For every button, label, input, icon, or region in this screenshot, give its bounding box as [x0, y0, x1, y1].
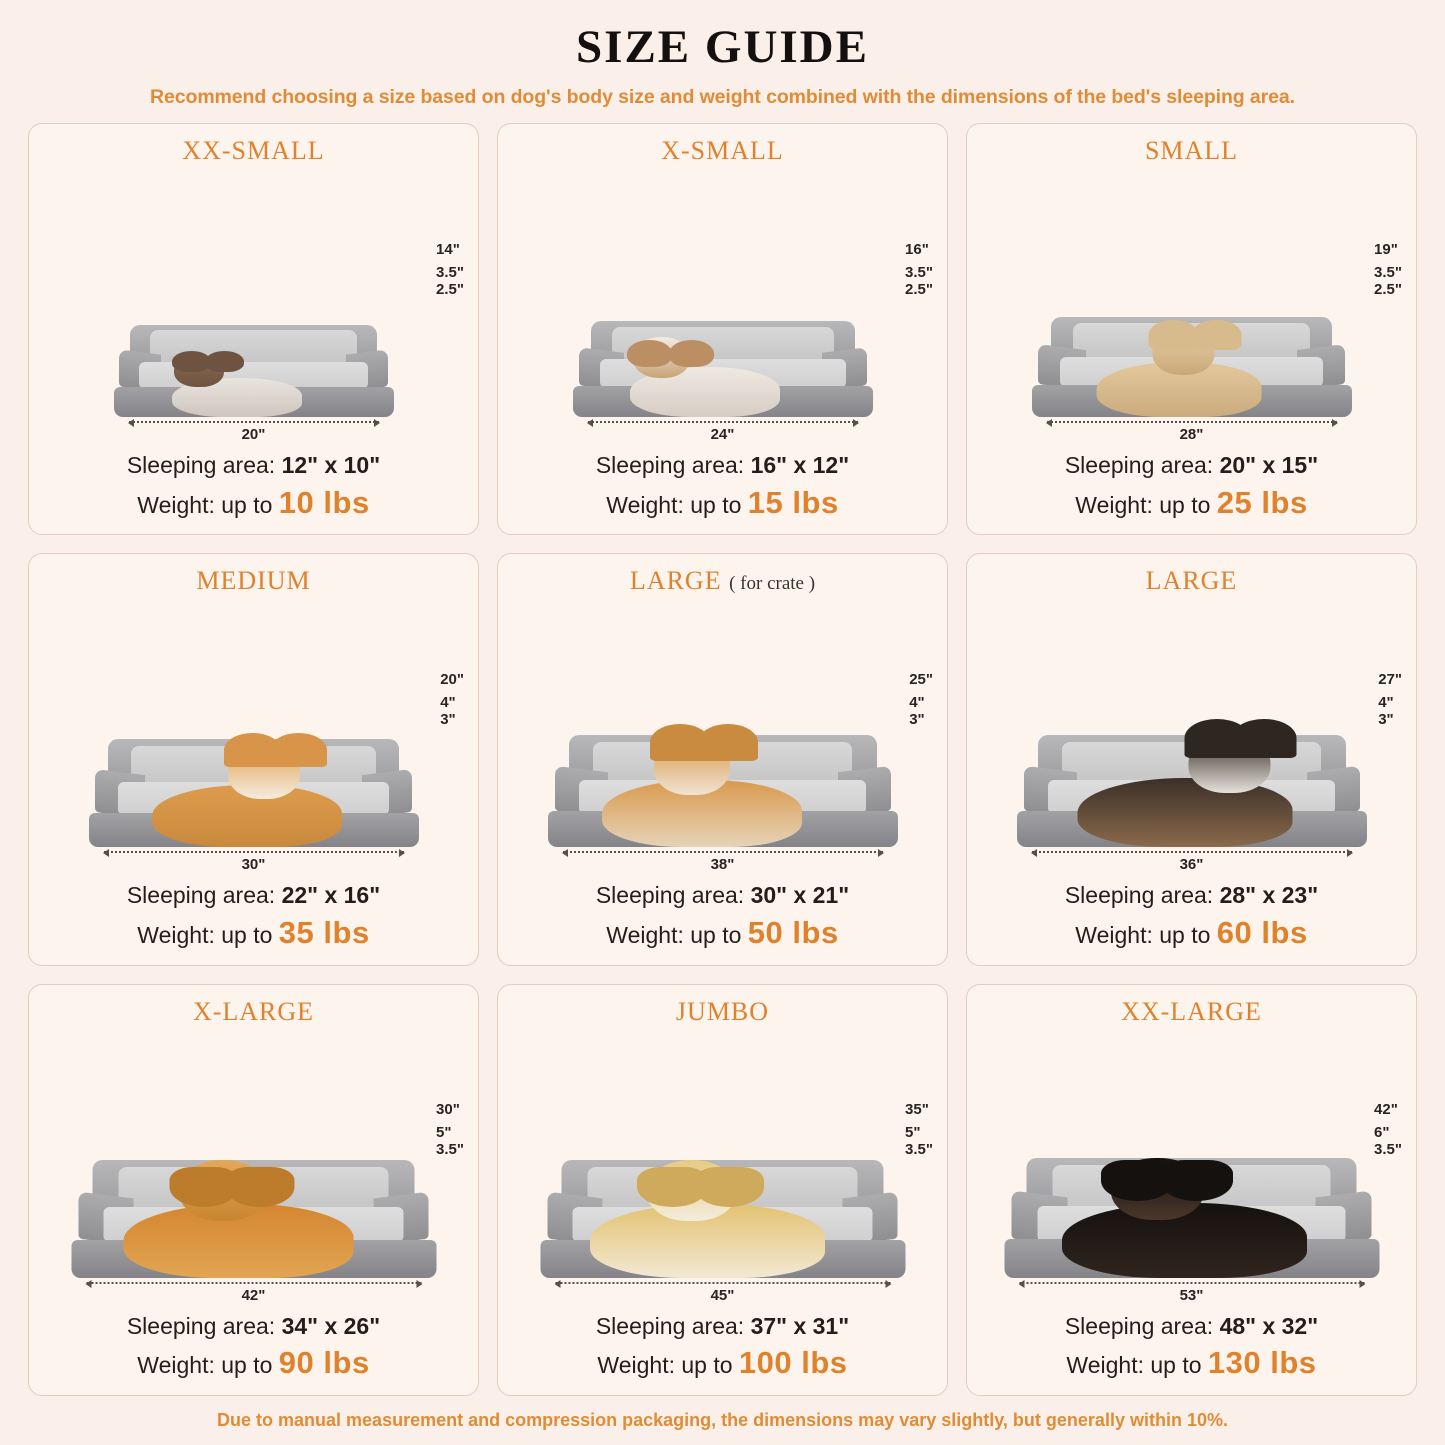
- weight-value: 60 lbs: [1216, 914, 1308, 950]
- height-dimensions: [436, 242, 464, 305]
- sleeping-area-value: 12" x 10": [281, 451, 381, 478]
- dim-thickness: 2.5": [905, 280, 933, 298]
- dim-thickness: 3": [440, 710, 456, 728]
- weight-upto: up to: [1150, 1352, 1202, 1379]
- dim-width: 45": [710, 1286, 735, 1304]
- sleeping-area-label: Sleeping area:: [1064, 451, 1214, 478]
- dim-depth: 35": [905, 1101, 929, 1119]
- sleeping-area-label: Sleeping area:: [126, 882, 276, 909]
- bed-illustration: [975, 1029, 1408, 1312]
- weight-label: Weight:: [137, 1352, 215, 1379]
- footer-note: Due to manual measurement and compression packaging, the dimensions may vary slightly, but generally within 10%.: [217, 1410, 1228, 1430]
- dog-bed-graphic: [548, 735, 898, 847]
- card-size-name: XX-SMALL: [182, 136, 325, 165]
- dim-thickness: 3.5": [905, 1141, 933, 1159]
- dim-depth: 30": [436, 1101, 460, 1119]
- card-specs: [127, 1312, 380, 1384]
- dim-width: 53": [1179, 1286, 1204, 1304]
- dim-width: 30": [241, 856, 266, 874]
- card-specs: [127, 881, 380, 953]
- page-title: SIZE GUIDE: [576, 21, 869, 73]
- width-arrow-line: [1047, 421, 1337, 424]
- weight-row: [1065, 484, 1318, 523]
- weight-upto: up to: [690, 491, 742, 518]
- size-card: [497, 123, 948, 535]
- width-arrow-line: [563, 851, 883, 854]
- sleeping-area-value: 48" x 32": [1219, 1312, 1319, 1339]
- size-card: [966, 123, 1417, 535]
- sleeping-area-row: [596, 451, 849, 480]
- dim-width: 38": [710, 856, 735, 874]
- weight-row: [596, 484, 849, 523]
- card-specs: [1065, 1312, 1318, 1384]
- pet-ear-right: [669, 340, 714, 367]
- pet-ear-left: [627, 340, 672, 367]
- sleeping-area-value: 34" x 26": [281, 1312, 381, 1339]
- dim-depth: 19": [1374, 240, 1398, 258]
- dim-bolster: 4": [440, 693, 456, 711]
- weight-value: 130 lbs: [1207, 1345, 1317, 1381]
- sleeping-area-row: [1065, 1312, 1318, 1341]
- pet-ear-right: [1160, 1160, 1234, 1201]
- weight-label: Weight:: [137, 921, 215, 948]
- dim-depth: 16": [905, 240, 929, 258]
- weight-row: [1065, 914, 1318, 953]
- pet-graphic: [172, 355, 302, 417]
- dog-bed-graphic: [89, 739, 419, 847]
- sleeping-area-label: Sleeping area:: [126, 451, 276, 478]
- card-title: [193, 997, 314, 1027]
- card-specs: [127, 451, 380, 523]
- height-dimensions: [1374, 1102, 1402, 1165]
- card-title: [661, 136, 784, 166]
- dim-width: 28": [1179, 425, 1204, 443]
- height-dimensions: [440, 672, 464, 735]
- pet-graphic: [1077, 735, 1292, 847]
- pet-ear-right: [694, 1167, 765, 1207]
- sleeping-area-value: 28" x 23": [1219, 882, 1319, 909]
- width-dimension: [1032, 851, 1352, 873]
- dim-width: 42": [241, 1286, 266, 1304]
- width-arrow-line: [129, 421, 379, 424]
- sleeping-area-value: 20" x 15": [1219, 451, 1319, 478]
- dim-thickness: 3": [909, 710, 925, 728]
- dim-width: 36": [1179, 856, 1204, 874]
- bed-illustration: [975, 598, 1408, 881]
- card-size-name: X-LARGE: [192, 996, 315, 1026]
- width-dimension: [86, 1282, 421, 1304]
- card-title: [1146, 566, 1238, 596]
- dim-thickness: 3": [1378, 710, 1394, 728]
- page-subtitle: Recommend choosing a size based on dog's body size and weight combined with the dimensions of the bed's sleeping area.: [150, 86, 1295, 108]
- card-title: [630, 566, 815, 596]
- pet-ear-right: [1232, 719, 1297, 757]
- dim-bolster: 3.5": [1374, 263, 1402, 281]
- width-dimension: [563, 851, 883, 873]
- width-dimension: [1019, 1282, 1364, 1304]
- sleeping-area-label: Sleeping area:: [595, 1312, 745, 1339]
- bed-illustration: [506, 168, 939, 451]
- width-dimension: [1047, 421, 1337, 443]
- card-size-name: MEDIUM: [196, 566, 311, 596]
- sleeping-area-value: 16" x 12": [750, 451, 850, 478]
- card-title: [1145, 136, 1238, 166]
- pet-ear-right: [1192, 320, 1242, 350]
- weight-row: [1065, 1344, 1318, 1383]
- bed-illustration: [37, 598, 470, 881]
- size-card-grid: [28, 123, 1417, 1396]
- sleeping-area-value: 22" x 16": [281, 882, 381, 909]
- card-size-name: LARGE: [629, 566, 722, 596]
- sleeping-area-label: Sleeping area:: [595, 882, 745, 909]
- dim-depth: 42": [1374, 1101, 1398, 1119]
- height-dimensions: [1374, 242, 1402, 305]
- weight-label: Weight:: [1075, 491, 1153, 518]
- height-dimensions: [905, 1102, 933, 1165]
- dim-bolster: 5": [436, 1124, 452, 1142]
- height-dimensions: [1378, 672, 1402, 735]
- width-dimension: [588, 421, 858, 443]
- sleeping-area-label: Sleeping area:: [1064, 882, 1214, 909]
- bed-illustration: [506, 1029, 939, 1312]
- sleeping-area-row: [127, 1312, 380, 1341]
- dim-bolster: 4": [1378, 693, 1394, 711]
- size-card: [28, 123, 479, 535]
- pet-ear-right: [270, 733, 327, 767]
- weight-row: [127, 484, 380, 523]
- dim-depth: 27": [1378, 670, 1402, 688]
- card-title: [676, 997, 769, 1027]
- weight-upto: up to: [1159, 921, 1211, 948]
- weight-value: 50 lbs: [747, 914, 839, 950]
- weight-value: 35 lbs: [278, 914, 370, 950]
- dim-bolster: 6": [1374, 1124, 1390, 1142]
- sleeping-area-label: Sleeping area:: [126, 1312, 276, 1339]
- bed-illustration: [37, 168, 470, 451]
- pet-graphic: [152, 747, 342, 847]
- sleeping-area-value: 30" x 21": [750, 882, 850, 909]
- pet-graphic: [590, 1160, 825, 1278]
- pet-graphic: [1096, 329, 1261, 417]
- width-dimension: [104, 851, 404, 873]
- dog-bed-graphic: [1017, 735, 1367, 847]
- dim-width: 24": [710, 425, 735, 443]
- pet-ear-right: [225, 1167, 294, 1207]
- dim-thickness: 2.5": [436, 280, 464, 298]
- weight-upto: up to: [221, 921, 273, 948]
- card-title: [1121, 997, 1262, 1027]
- sleeping-area-row: [596, 881, 849, 910]
- weight-label: Weight:: [597, 1352, 675, 1379]
- weight-upto: up to: [221, 491, 273, 518]
- card-specs: [1065, 881, 1318, 953]
- dim-bolster: 5": [905, 1124, 921, 1142]
- card-size-name: XX-LARGE: [1121, 996, 1262, 1026]
- sleeping-area-row: [1065, 881, 1318, 910]
- pet-ear-right: [698, 724, 758, 761]
- weight-value: 100 lbs: [738, 1345, 848, 1381]
- dim-bolster: 4": [909, 693, 925, 711]
- sleeping-area-row: [596, 1312, 849, 1341]
- width-arrow-line: [1032, 851, 1352, 854]
- dim-thickness: 3.5": [436, 1141, 464, 1159]
- weight-row: [127, 1344, 380, 1383]
- card-size-name: LARGE: [1145, 566, 1238, 596]
- dog-bed-graphic: [1032, 317, 1352, 417]
- size-card: [966, 553, 1417, 965]
- pet-body: [1077, 778, 1292, 847]
- sleeping-area-label: Sleeping area:: [1064, 1312, 1214, 1339]
- size-card: [497, 553, 948, 965]
- weight-row: [596, 914, 849, 953]
- card-title: [196, 566, 310, 596]
- dog-bed-graphic: [71, 1160, 436, 1278]
- sleeping-area-row: [127, 451, 380, 480]
- weight-upto: up to: [681, 1352, 733, 1379]
- width-arrow-line: [588, 421, 858, 424]
- pet-graphic: [602, 739, 802, 847]
- weight-value: 25 lbs: [1216, 484, 1308, 520]
- width-arrow-line: [86, 1282, 421, 1285]
- dim-depth: 14": [436, 240, 460, 258]
- pet-ear-left: [1149, 320, 1199, 350]
- card-title: [182, 136, 324, 166]
- width-dimension: [555, 1282, 890, 1304]
- height-dimensions: [905, 242, 933, 305]
- weight-label: Weight:: [606, 491, 684, 518]
- dim-bolster: 3.5": [436, 263, 464, 281]
- dog-bed-graphic: [114, 325, 394, 417]
- sleeping-area-value: 37" x 31": [750, 1312, 850, 1339]
- dim-depth: 25": [909, 670, 933, 688]
- size-card: [497, 984, 948, 1396]
- card-size-name: X-SMALL: [661, 136, 784, 165]
- width-arrow-line: [104, 851, 404, 854]
- dim-depth: 20": [440, 670, 464, 688]
- weight-value: 90 lbs: [278, 1345, 370, 1381]
- size-card: [28, 984, 479, 1396]
- dim-thickness: 3.5": [1374, 1141, 1402, 1159]
- pet-ear-right: [205, 351, 244, 372]
- pet-graphic: [630, 337, 780, 417]
- weight-upto: up to: [221, 1352, 273, 1379]
- weight-label: Weight:: [1075, 921, 1153, 948]
- sleeping-area-row: [127, 881, 380, 910]
- card-specs: [1065, 451, 1318, 523]
- card-size-name: SMALL: [1144, 136, 1239, 165]
- card-specs: [596, 881, 849, 953]
- height-dimensions: [909, 672, 933, 735]
- dog-bed-graphic: [1004, 1158, 1379, 1278]
- weight-label: Weight:: [606, 921, 684, 948]
- sleeping-area-label: Sleeping area:: [595, 451, 745, 478]
- width-dimension: [129, 421, 379, 443]
- card-specs: [596, 1312, 849, 1384]
- weight-label: Weight:: [137, 491, 215, 518]
- card-size-note: ( for crate ): [729, 573, 816, 595]
- pet-graphic: [1062, 1158, 1307, 1278]
- bed-illustration: [506, 598, 939, 881]
- size-card: [28, 553, 479, 965]
- size-card: [966, 984, 1417, 1396]
- dog-bed-graphic: [573, 321, 873, 417]
- weight-row: [127, 914, 380, 953]
- weight-label: Weight:: [1066, 1352, 1144, 1379]
- weight-upto: up to: [690, 921, 742, 948]
- dog-bed-graphic: [540, 1160, 905, 1278]
- card-size-name: JUMBO: [675, 996, 770, 1026]
- height-dimensions: [436, 1102, 464, 1165]
- sleeping-area-row: [1065, 451, 1318, 480]
- width-arrow-line: [1019, 1282, 1364, 1285]
- bed-illustration: [37, 1029, 470, 1312]
- width-arrow-line: [555, 1282, 890, 1285]
- card-specs: [596, 451, 849, 523]
- dim-bolster: 3.5": [905, 263, 933, 281]
- dim-width: 20": [241, 425, 266, 443]
- weight-value: 15 lbs: [747, 484, 839, 520]
- pet-graphic: [124, 1160, 354, 1278]
- dim-thickness: 2.5": [1374, 280, 1402, 298]
- weight-upto: up to: [1159, 491, 1211, 518]
- weight-value: 10 lbs: [278, 484, 370, 520]
- weight-row: [596, 1344, 849, 1383]
- bed-illustration: [975, 168, 1408, 451]
